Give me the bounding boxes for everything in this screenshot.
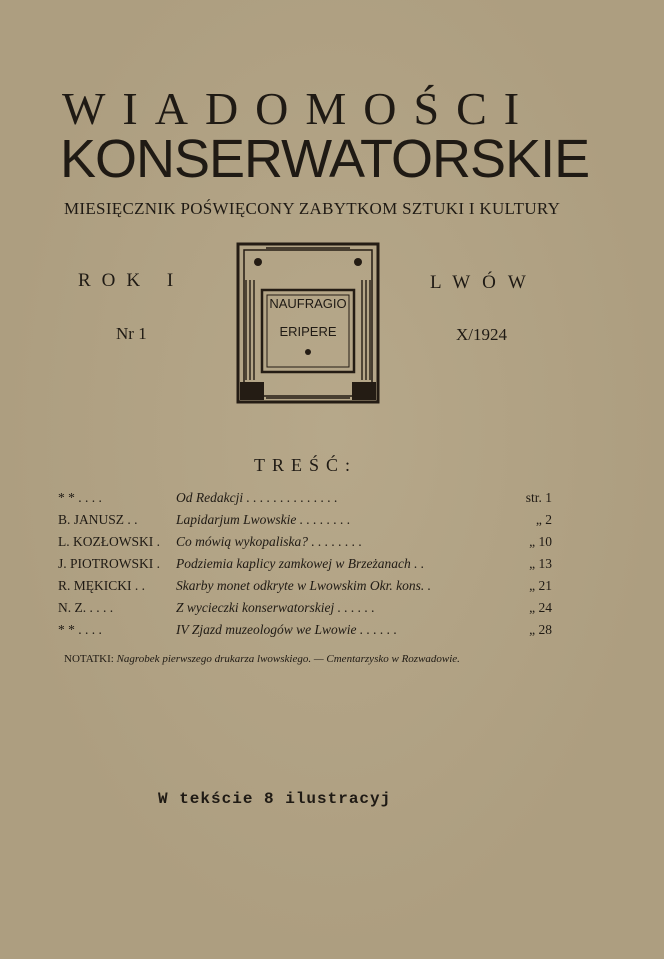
notes-line bbox=[64, 653, 460, 665]
toc-page: „ 24 bbox=[529, 600, 552, 615]
year-label: ROK I bbox=[78, 270, 185, 291]
toc-row bbox=[58, 512, 558, 534]
toc-title: Lapidarjum Lwowskie . . . . . . . . bbox=[176, 512, 351, 527]
toc-page: „ 2 bbox=[535, 512, 552, 527]
toc-title: Z wycieczki konserwatorskiej . . . . . . bbox=[176, 600, 375, 615]
subtitle: MIESIĘCZNIK POŚWIĘCONY ZABYTKOM SZTUKI I KULTURY bbox=[64, 199, 561, 218]
toc-title: Co mówią wykopaliska? . . . . . . . . bbox=[176, 534, 362, 549]
toc-row bbox=[58, 578, 558, 600]
toc-author: B. JANUSZ . . bbox=[58, 512, 138, 527]
toc-author: * * . . . . bbox=[58, 490, 102, 505]
toc-title: Podziemia kaplicy zamkowej w Brzeżanach . . bbox=[176, 556, 425, 571]
toc-title: Skarby monet odkryte w Lwowskim Okr. kons. . bbox=[176, 578, 431, 593]
toc-row bbox=[58, 534, 558, 556]
toc-row bbox=[58, 622, 558, 644]
contents-heading: TREŚĆ: bbox=[254, 455, 358, 475]
emblem-motto-line-2: ERIPERE bbox=[279, 324, 337, 339]
toc-author: N. Z. . . . . bbox=[58, 600, 114, 615]
toc-row bbox=[58, 490, 558, 512]
toc-row bbox=[58, 600, 558, 622]
table-of-contents bbox=[58, 490, 558, 644]
title-line-1: WIADOMOŚCI bbox=[62, 83, 537, 134]
emblem-motto-line-1: NAUFRAGIO bbox=[269, 296, 347, 311]
toc-row bbox=[58, 556, 558, 578]
toc-page: str. 1 bbox=[525, 490, 552, 505]
issue-date: X/1924 bbox=[456, 325, 507, 344]
title-line-2: KONSERWATORSKIE bbox=[60, 129, 590, 189]
issue-number: Nr 1 bbox=[116, 324, 147, 343]
toc-author: L. KOZŁOWSKI . bbox=[58, 534, 160, 549]
toc-page: „ 21 bbox=[529, 578, 552, 593]
toc-author: R. MĘKICKI . . bbox=[58, 578, 145, 593]
place-label: LWÓW bbox=[430, 272, 538, 293]
toc-title: Od Redakcji . . . . . . . . . . . . . . bbox=[176, 490, 338, 505]
illustrations-note: W tekście 8 ilustracyj bbox=[158, 790, 392, 808]
notes-label: NOTATKI: bbox=[64, 653, 114, 665]
toc-page: „ 10 bbox=[529, 534, 552, 549]
toc-author: * * . . . . bbox=[58, 622, 102, 637]
toc-page: „ 28 bbox=[529, 622, 552, 637]
toc-author: J. PIOTROWSKI . bbox=[58, 556, 161, 571]
toc-page: „ 13 bbox=[529, 556, 552, 571]
toc-title: IV Zjazd muzeologów we Lwowie . . . . . . bbox=[176, 622, 398, 637]
notes-text: Nagrobek pierwszego drukarza lwowskiego. — Cmentarzysko w Rozwadowie. bbox=[116, 653, 460, 665]
emblem-motto bbox=[262, 290, 354, 346]
